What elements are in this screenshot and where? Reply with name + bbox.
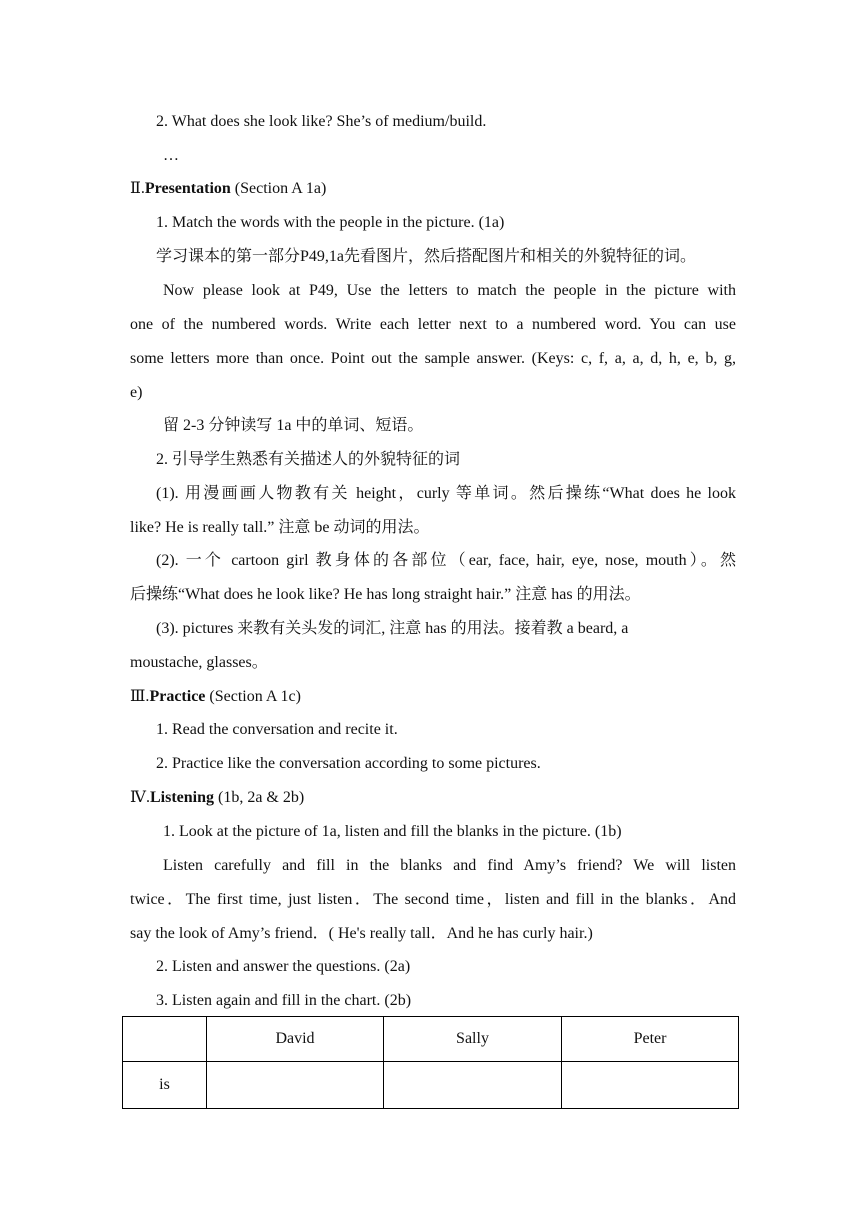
listening-paragraph-line-2: twice．The first time, just listen．The second time，listen and fill in the blanks．And [130, 891, 736, 908]
guide-words-line: 2. 引导学生熟悉有关描述人的外貌特征的词 [156, 451, 461, 468]
table-header-david: David [207, 1017, 384, 1062]
match-words-line: 1. Match the words with the people in the picture. (1a) [156, 214, 505, 231]
ellipsis-line: … [163, 147, 179, 164]
listening-line-2: 2. Listen and answer the questions. (2a) [156, 958, 411, 975]
section-4-subtitle: (1b, 2a & 2b) [214, 789, 305, 806]
question-line-2: 2. What does she look like? She’s of medium/build. [156, 113, 487, 130]
section-2-subtitle: (Section A 1a) [230, 180, 327, 197]
paragraph-line-2: one of the numbered words. Write each letter next to a numbered word. You can use [130, 316, 736, 333]
step-3-line-1: (3). pictures 来教有关头发的词汇, 注意 has 的用法。接着教 a beard, a [156, 620, 629, 637]
section-2-heading [130, 181, 736, 197]
section-4-number: Ⅳ. [130, 789, 150, 806]
step-3-line-2: moustache, glasses。 [130, 654, 268, 671]
section-3-subtitle: (Section A 1c) [205, 688, 301, 705]
listening-paragraph-line-3: say the look of Amy’s friend．( He's really tall．And he has curly hair.) [130, 925, 593, 942]
listening-line-1: 1. Look at the picture of 1a, listen and fill the blanks in the picture. (1b) [163, 823, 622, 840]
section-4-title: Listening [149, 789, 214, 806]
section-3-title: Practice [149, 688, 206, 705]
table-cell-sally [384, 1062, 562, 1109]
table-cell-david [207, 1062, 384, 1109]
step-2-line-1: (2). 一个 cartoon girl 教身体的各部位（ear, face, hair, eye, nose, mouth）。然 [156, 552, 736, 569]
listening-paragraph-line-1: Listen carefully and fill in the blanks and find Amy’s friend? We will listen [163, 857, 736, 874]
practice-line-1: 1. Read the conversation and recite it. [156, 721, 398, 738]
listening-line-3: 3. Listen again and fill in the chart. (2b) [156, 992, 412, 1009]
table-header-row [123, 1017, 739, 1062]
section-2-title: Presentation [144, 180, 231, 197]
step-1-line-2: like? He is really tall.” 注意 be 动词的用法。 [130, 519, 430, 536]
paragraph-line-3: some letters more than once. Point out the sample answer. (Keys: c, f, a, a, d, h, e, b, g, [130, 350, 736, 367]
table-cell-peter [562, 1062, 739, 1109]
table-header-sally: Sally [384, 1017, 562, 1062]
table-row-label-is: is [123, 1062, 207, 1109]
chinese-instruction-line: 学习课本的第一部分P49,1a先看图片，然后搭配图片和相关的外貌特征的词。 [156, 248, 697, 265]
table-header-peter: Peter [562, 1017, 739, 1062]
reading-time-line: 留 2-3 分钟读写 1a 中的单词、短语。 [163, 417, 424, 434]
paragraph-line-1: Now please look at P49, Use the letters to match the people in the picture with [163, 282, 736, 299]
table-header-empty [123, 1017, 207, 1062]
step-2-line-2: 后操练“What does he look like? He has long straight hair.” 注意 has 的用法。 [130, 586, 641, 603]
paragraph-line-4: e) [130, 384, 143, 401]
practice-line-2: 2. Practice like the conversation according to some pictures. [156, 755, 541, 772]
section-3-heading [130, 689, 736, 705]
step-1-line-1: (1). 用漫画画人物教有关 height，curly 等单词。然后操练“What does he look [156, 485, 736, 502]
section-4-heading [130, 790, 736, 806]
listening-chart-table [122, 1016, 739, 1109]
section-2-number: Ⅱ. [130, 180, 145, 197]
table-row [123, 1062, 739, 1109]
section-3-number: Ⅲ. [130, 688, 150, 705]
